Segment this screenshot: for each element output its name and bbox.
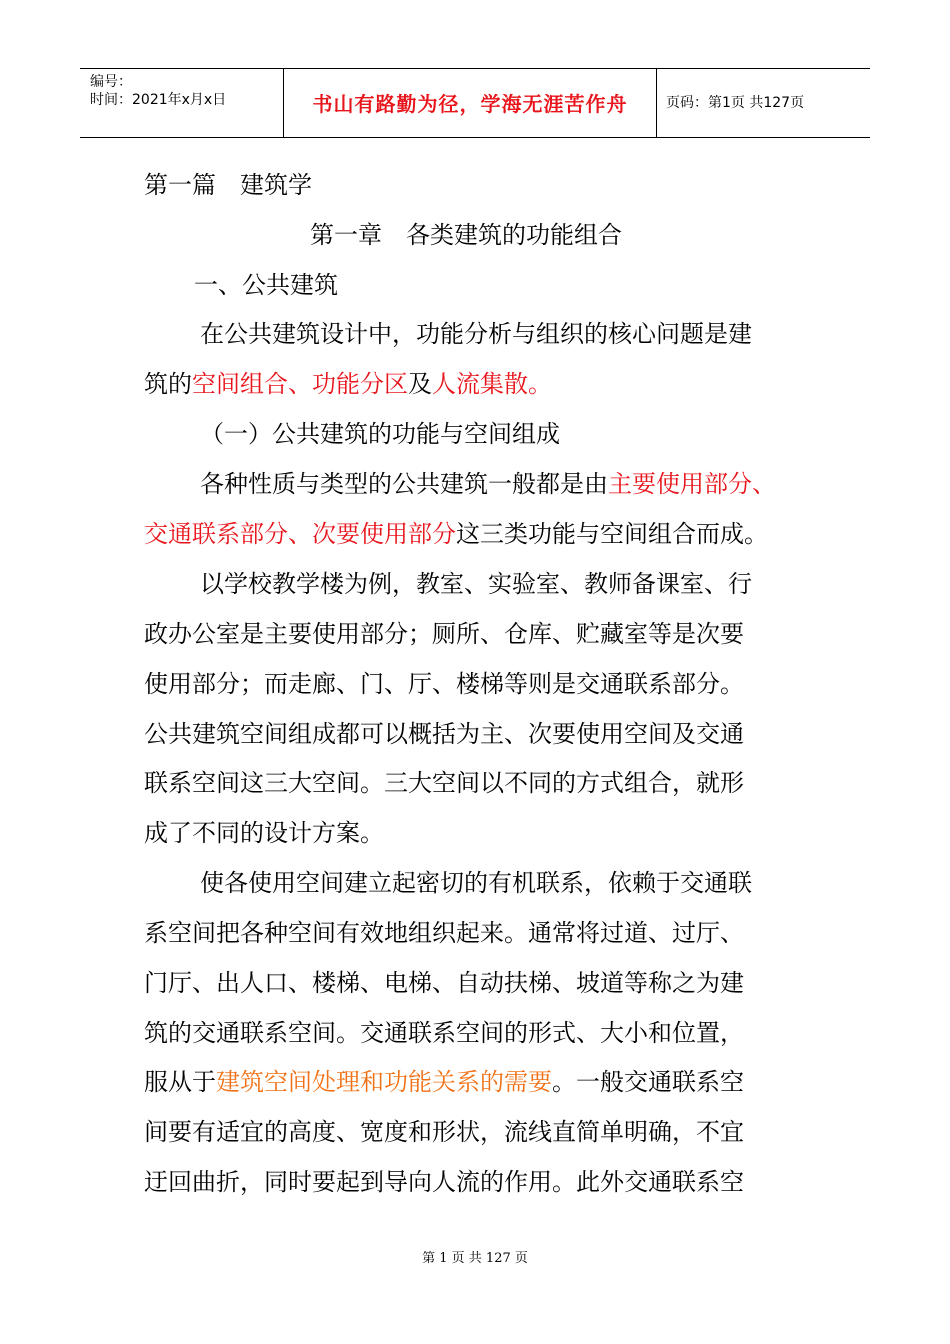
- paragraph-line: 使各使用空间建立起密切的有机联系，依赖于交通联: [200, 869, 752, 897]
- subsection-title: （一）公共建筑的功能与空间组成: [200, 420, 560, 448]
- paragraph-line: 在公共建筑设计中，功能分析与组织的核心问题是建: [200, 320, 752, 348]
- paragraph-line: 筑的交通联系空间。交通联系空间的形式、大小和位置，: [144, 1019, 744, 1047]
- text-span: 筑的: [144, 370, 192, 398]
- text-span: 服从于: [144, 1068, 216, 1096]
- paragraph-line: [144, 518, 834, 550]
- text-span: 这三类功能与空间组合而成。: [456, 520, 768, 548]
- paragraph-line: 成了不同的设计方案。: [144, 819, 384, 847]
- paragraph-line: 使用部分；而走廊、门、厅、楼梯等则是交通联系部分。: [144, 670, 744, 698]
- motto: 书山有路勤为径，学海无涯苦作舟: [312, 92, 628, 116]
- text-span: 及: [408, 370, 432, 398]
- highlight-text: 空间组合、功能分区: [192, 370, 408, 398]
- paragraph-line: 迂回曲折，同时要起到导向人流的作用。此外交通联系空: [144, 1168, 744, 1196]
- part-title: 第一篇 建筑学: [144, 171, 312, 199]
- number-label: 编号：: [90, 74, 132, 90]
- highlight-text: 建筑空间处理和功能关系的需要: [216, 1068, 552, 1096]
- page-header: [80, 68, 870, 138]
- highlight-text: 交通联系部分、次要使用部分: [144, 520, 456, 548]
- page-footer: 第 1 页 共 127 页: [422, 1251, 528, 1266]
- paragraph-line: 以学校教学楼为例，教室、实验室、教师备课室、行: [200, 570, 752, 598]
- highlight-text: 人流集散。: [432, 370, 552, 398]
- time-label: 时间：2021年x月x日: [90, 92, 227, 108]
- paragraph-line: 系空间把各种空间有效地组织起来。通常将过道、过厅、: [144, 919, 744, 947]
- text-span: 各种性质与类型的公共建筑一般都是由: [200, 470, 608, 498]
- section-title: 一、公共建筑: [194, 271, 338, 299]
- paragraph-line: [144, 368, 834, 400]
- paragraph-line: 公共建筑空间组成都可以概括为主、次要使用空间及交通: [144, 720, 744, 748]
- text-span: 。一般交通联系空: [552, 1068, 744, 1096]
- header-meta-cell: [80, 69, 283, 137]
- paragraph-line: 间要有适宜的高度、宽度和形状，流线直简单明确，不宜: [144, 1118, 744, 1146]
- chapter-title: 第一章 各类建筑的功能组合: [310, 221, 622, 249]
- header-page-cell: [656, 69, 870, 137]
- paragraph-line: 门厅、出人口、楼梯、电梯、自动扶梯、坡道等称之为建: [144, 969, 744, 997]
- highlight-text: 主要使用部分、: [608, 470, 776, 498]
- paragraph-line: 联系空间这三大空间。三大空间以不同的方式组合，就形: [144, 769, 744, 797]
- paragraph-line: 政办公室是主要使用部分；厕所、仓库、贮藏室等是次要: [144, 620, 744, 648]
- paragraph-line: [144, 1066, 834, 1098]
- paragraph-line: [200, 468, 890, 500]
- header-motto-cell: [283, 69, 657, 137]
- page-info: 页码：第1页 共127页: [666, 95, 805, 111]
